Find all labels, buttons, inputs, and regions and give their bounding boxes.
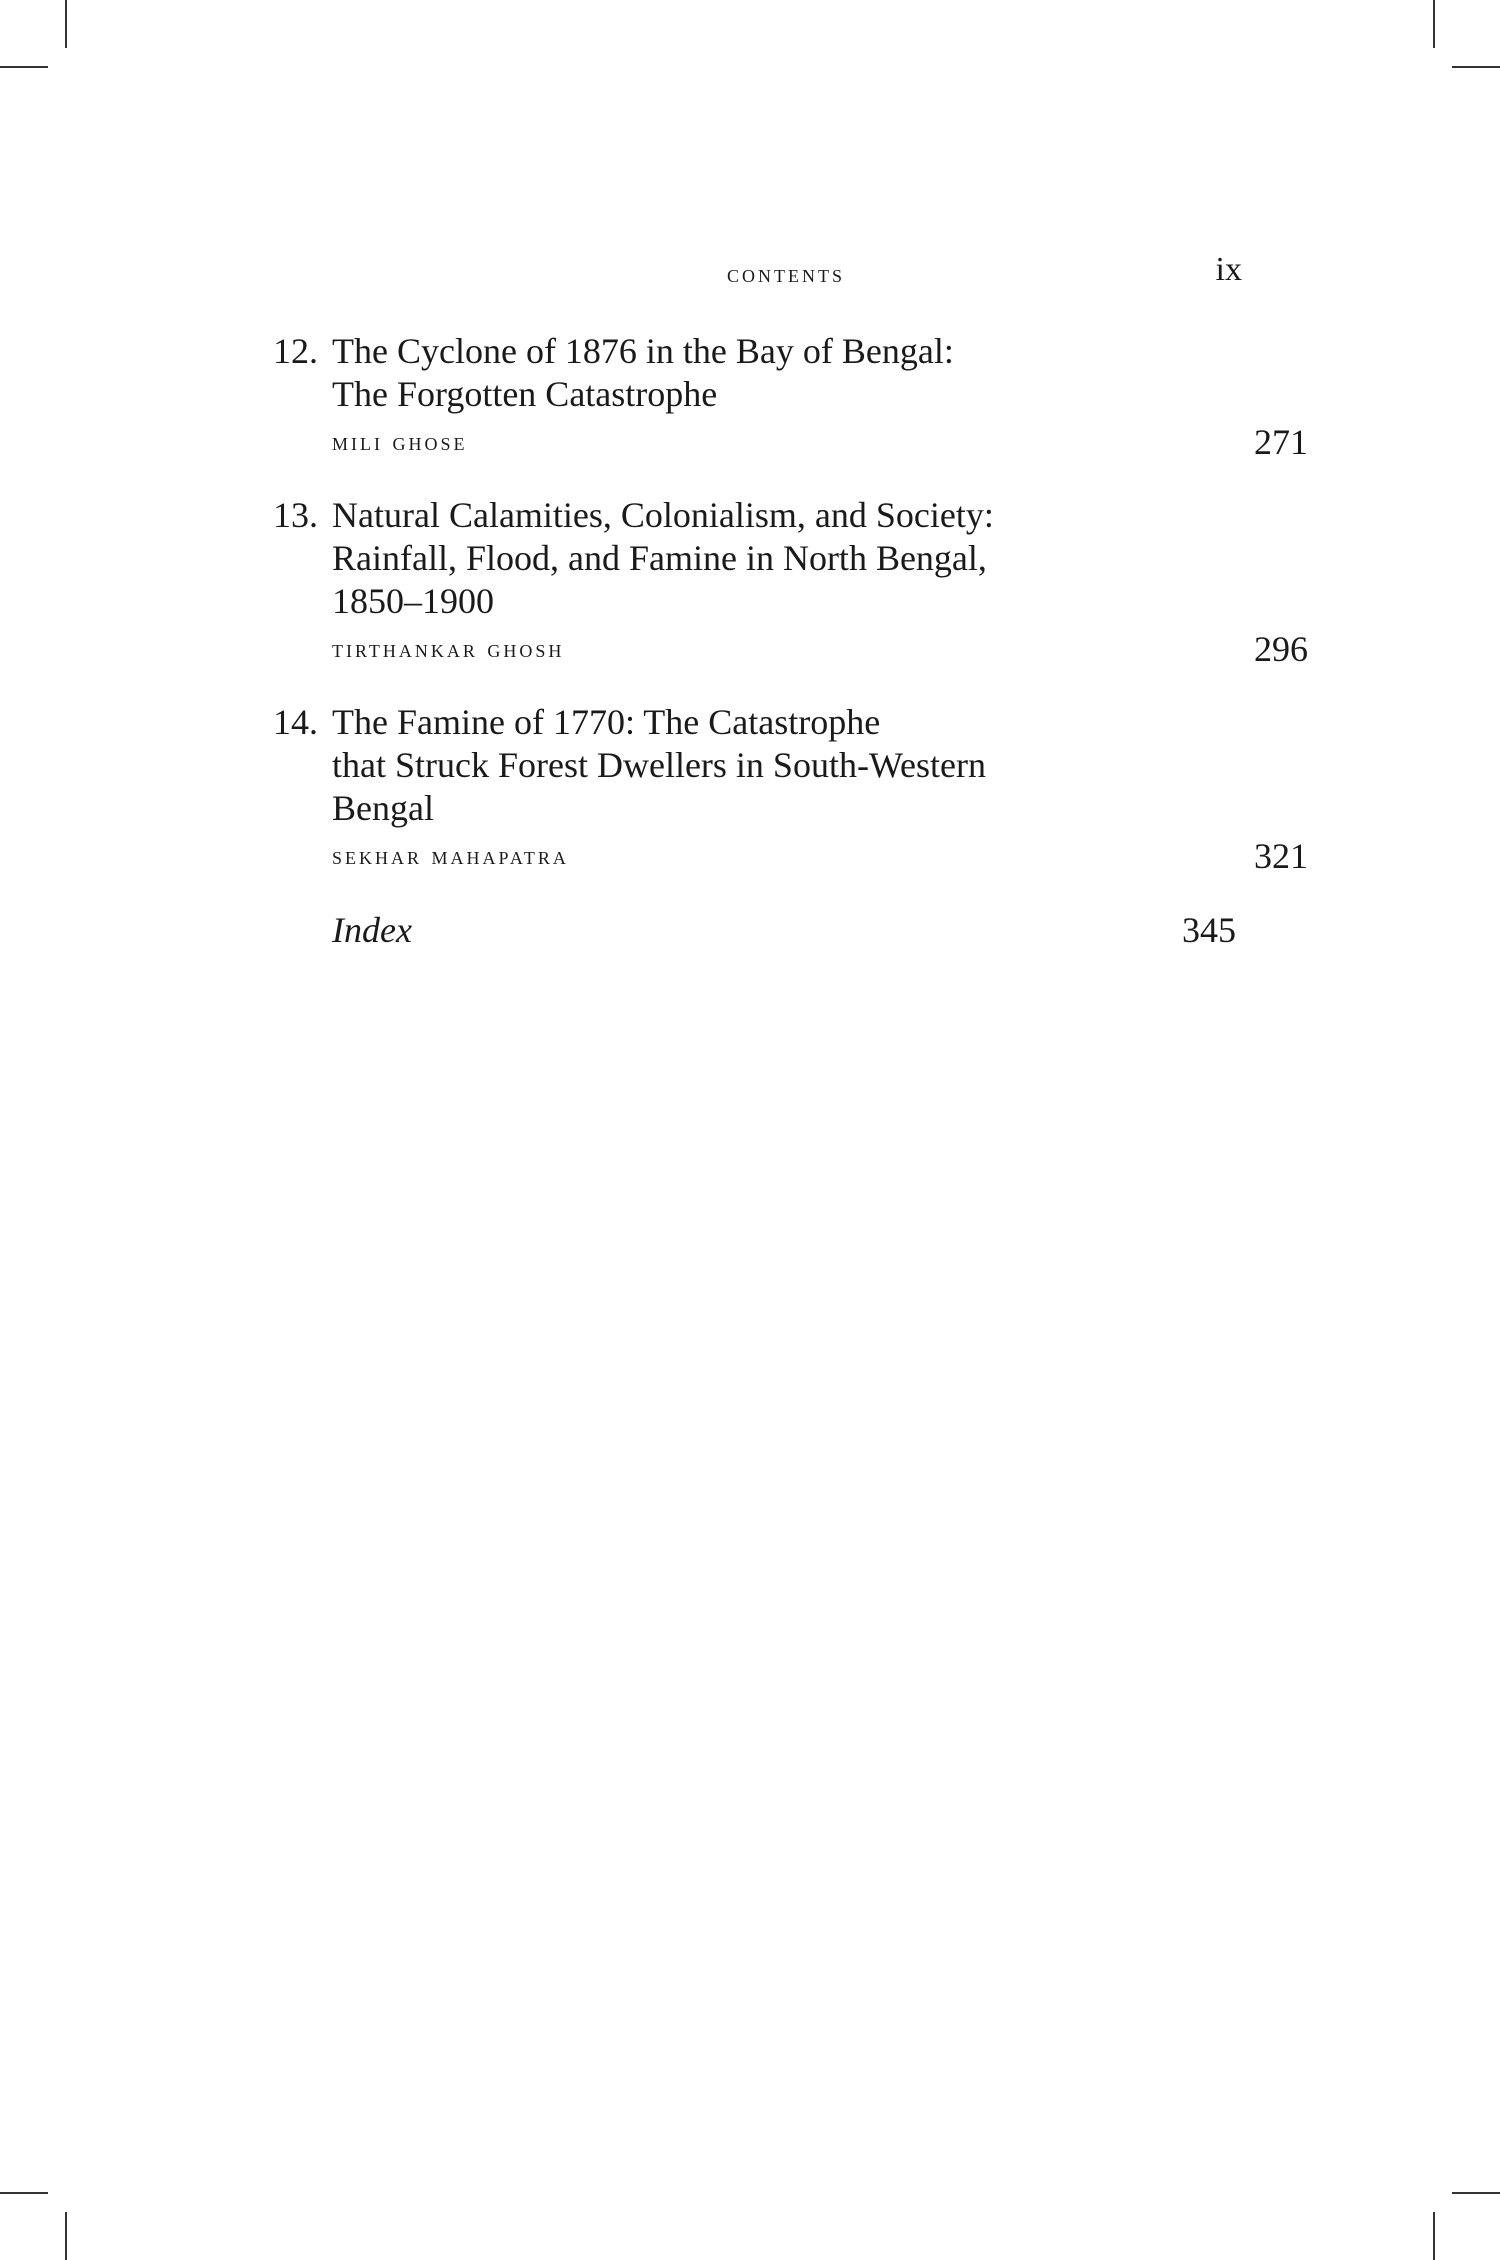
crop-mark: [65, 0, 67, 48]
page-number: ix: [1215, 251, 1242, 288]
chapter-author: tirthankar ghosh: [332, 634, 565, 663]
chapter-number: 13.: [273, 495, 318, 535]
chapter-number: 14.: [273, 702, 318, 742]
crop-mark: [1433, 2212, 1435, 2260]
toc-entry-14[interactable]: [260, 701, 1308, 876]
chapter-title: The Famine of 1770: The Catastrophe that Struck Forest Dwellers in South-Western Bengal: [332, 702, 986, 828]
chapter-page: 321: [1254, 836, 1308, 876]
chapter-number: 12.: [273, 331, 318, 371]
crop-mark: [0, 66, 48, 68]
crop-mark: [0, 2192, 48, 2194]
toc-entry-12[interactable]: [260, 330, 1308, 462]
chapter-title: The Cyclone of 1876 in the Bay of Bengal: The Forgotten Catastrophe: [332, 331, 954, 414]
running-head-title: contents: [727, 259, 845, 288]
chapter-author: mili ghose: [332, 427, 468, 456]
table-of-contents: [260, 330, 1308, 952]
chapter-author: sekhar mahapatra: [332, 841, 569, 870]
crop-mark: [65, 2212, 67, 2260]
toc-entry-13[interactable]: [260, 494, 1308, 669]
crop-mark: [1452, 2192, 1500, 2194]
chapter-title: Natural Calamities, Colonialism, and Society: Rainfall, Flood, and Famine in North Bengal, 1850–1900: [332, 495, 994, 621]
toc-entry-index[interactable]: [260, 908, 1236, 952]
chapter-page: 271: [1254, 422, 1308, 462]
crop-mark: [1452, 66, 1500, 68]
chapter-page: 296: [1254, 629, 1308, 669]
crop-mark: [1433, 0, 1435, 48]
index-label: Index: [332, 910, 412, 950]
running-head: [330, 251, 1242, 294]
index-page: 345: [1182, 910, 1236, 950]
